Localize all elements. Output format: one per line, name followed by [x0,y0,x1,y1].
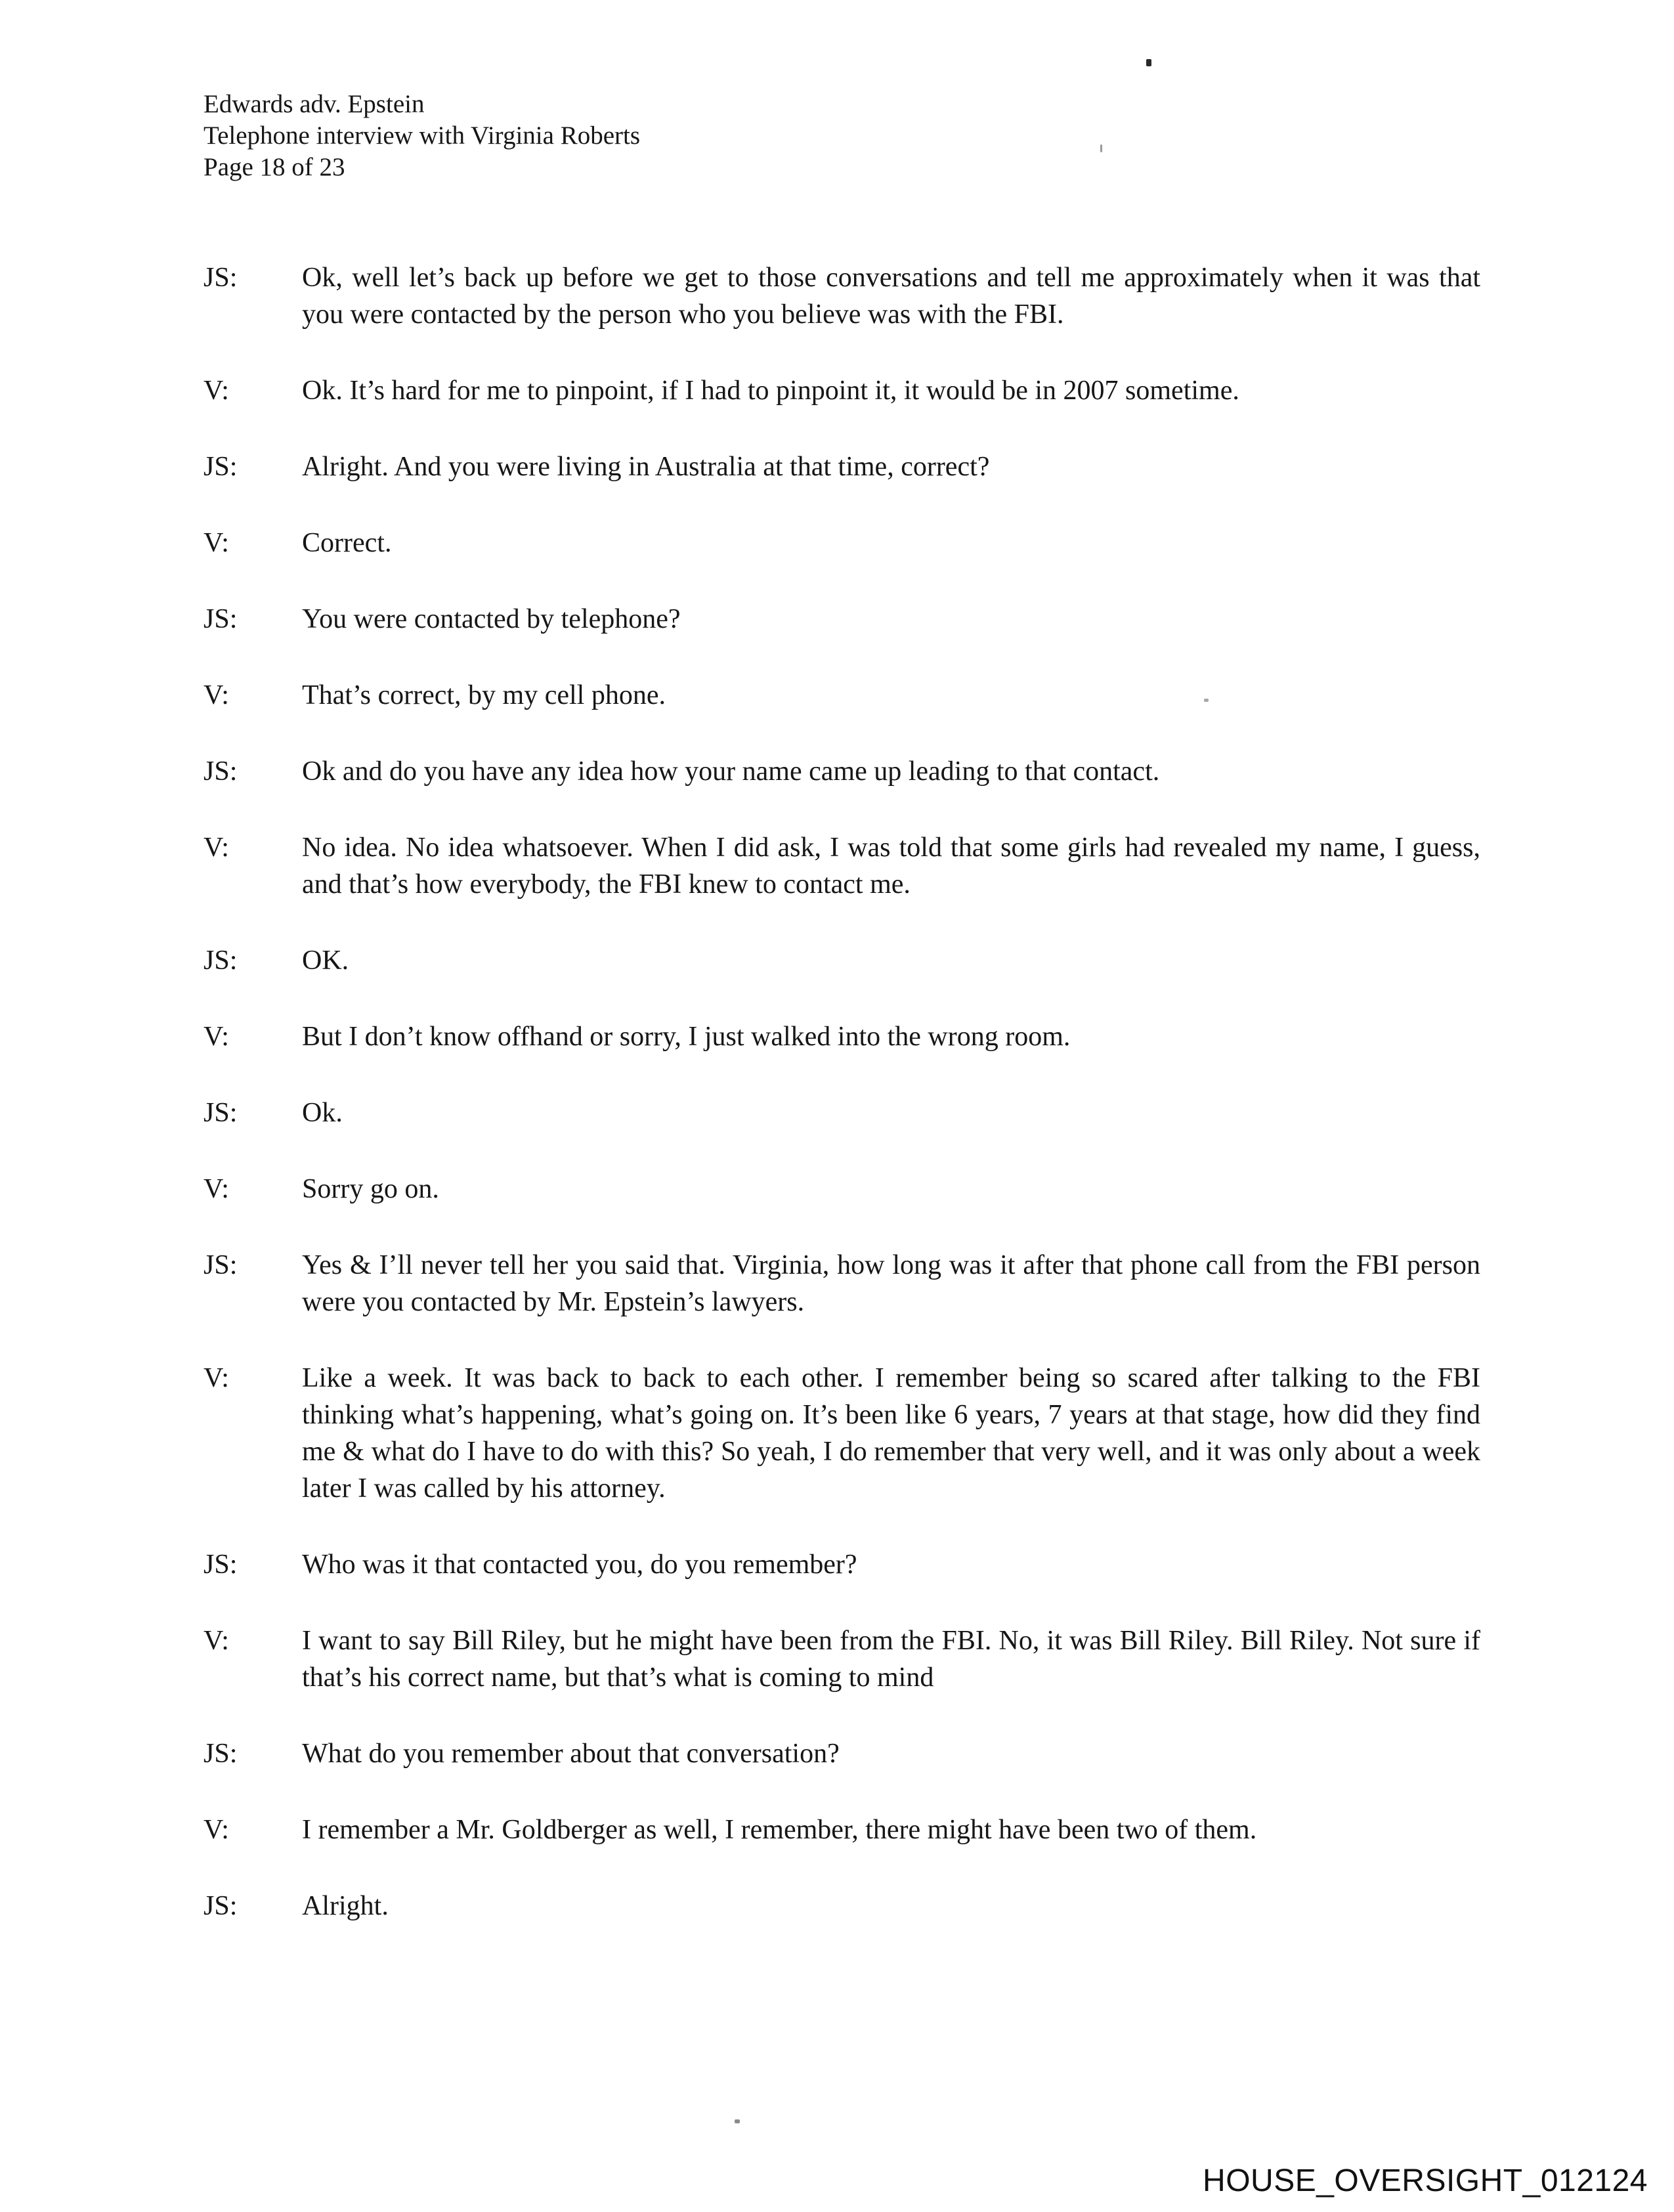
bates-number: HOUSE_OVERSIGHT_012124 [1203,2163,1648,2198]
dialogue-entry [204,448,1480,485]
dialogue-entry [204,1360,1480,1507]
scan-speck [1100,144,1102,152]
dialogue-entry [204,525,1480,561]
speaker-label: JS: [204,1250,238,1280]
utterance-text: Ok, well let’s back up before we get to those conversations and tell me approximately when it was that you were contacted by the person who you believe was with the FBI. [302,263,1480,330]
speaker-label: JS: [204,1098,238,1128]
transcript [204,259,1480,1964]
speaker-label: JS: [204,1891,238,1921]
utterance-text: No idea. No idea whatsoever. When I did ask, I was told that some girls had revealed my name, I guess, and that’s how everybody, the FBI knew to contact me. [302,833,1480,900]
speaker-label: JS: [204,604,238,634]
document-header [204,89,640,183]
utterance-text: But I don’t know offhand or sorry, I just walked into the wrong room. [302,1022,1071,1052]
utterance-text: OK. [302,945,349,976]
speaker-label: V: [204,1815,229,1845]
scan-speck [1146,59,1151,66]
dialogue-entry [204,601,1480,638]
dialogue-entry [204,372,1480,409]
utterance-text: Alright. And you were living in Australia at that time, correct? [302,452,990,482]
dialogue-entry [204,1888,1480,1924]
utterance-text: Ok and do you have any idea how your name came up leading to that contact. [302,756,1160,787]
dialogue-entry [204,1095,1480,1131]
utterance-text: What do you remember about that conversation? [302,1739,840,1769]
utterance-text: Alright. [302,1891,389,1921]
utterance-text: Sorry go on. [302,1174,439,1204]
speaker-label: JS: [204,756,238,787]
speaker-label: JS: [204,263,238,293]
speaker-label: V: [204,1022,229,1052]
dialogue-entry [204,1546,1480,1583]
utterance-text: Like a week. It was back to back to each other. I remember being so scared after talking to the FBI thinking what’s happening, what’s going on. It’s been like 6 years, 7 years at that stage, how did they find me & what do I have to do with this? So yeah, I do remember that very well, and it was only about a week later I was called by his attorney. [302,1363,1480,1504]
utterance-text: You were contacted by telephone? [302,604,681,634]
dialogue-entry [204,1622,1480,1696]
utterance-text: That’s correct, by my cell phone. [302,680,666,710]
dialogue-entry [204,829,1480,903]
speaker-label: V: [204,528,229,558]
dialogue-entry [204,1247,1480,1320]
utterance-text: I remember a Mr. Goldberger as well, I remember, there might have been two of them. [302,1815,1257,1845]
utterance-text: Yes & I’ll never tell her you said that. Virginia, how long was it after that phone call from the FBI person were you contacted by Mr. Epstein’s lawyers. [302,1250,1480,1317]
dialogue-entry [204,1018,1480,1055]
document-title: Telephone interview with Virginia Roberts [204,121,641,150]
scan-speck [735,2119,740,2123]
dialogue-entry [204,1735,1480,1772]
speaker-label: V: [204,376,229,406]
scan-speck [1204,699,1209,702]
dialogue-entry [204,942,1480,979]
dialogue-entry [204,1171,1480,1207]
speaker-label: JS: [204,945,238,976]
speaker-label: V: [204,1363,229,1393]
speaker-label: V: [204,1174,229,1204]
speaker-label: JS: [204,1739,238,1769]
utterance-text: Who was it that contacted you, do you remember? [302,1550,857,1580]
case-caption: Edwards adv. Epstein [204,90,425,118]
utterance-text: Ok. It’s hard for me to pinpoint, if I had to pinpoint it, it would be in 2007 sometime. [302,376,1239,406]
page-number: Page 18 of 23 [204,153,345,181]
speaker-label: V: [204,833,229,863]
dialogue-entry [204,259,1480,333]
utterance-text: I want to say Bill Riley, but he might have been from the FBI. No, it was Bill Riley. Bill Riley. Not sure if that’s his correct name, but that’s what is coming to mind [302,1626,1480,1693]
speaker-label: JS: [204,452,238,482]
dialogue-entry [204,677,1480,714]
dialogue-entry [204,1811,1480,1848]
utterance-text: Ok. [302,1098,343,1128]
speaker-label: JS: [204,1550,238,1580]
dialogue-entry [204,753,1480,790]
speaker-label: V: [204,1626,229,1656]
utterance-text: Correct. [302,528,392,558]
speaker-label: V: [204,680,229,710]
